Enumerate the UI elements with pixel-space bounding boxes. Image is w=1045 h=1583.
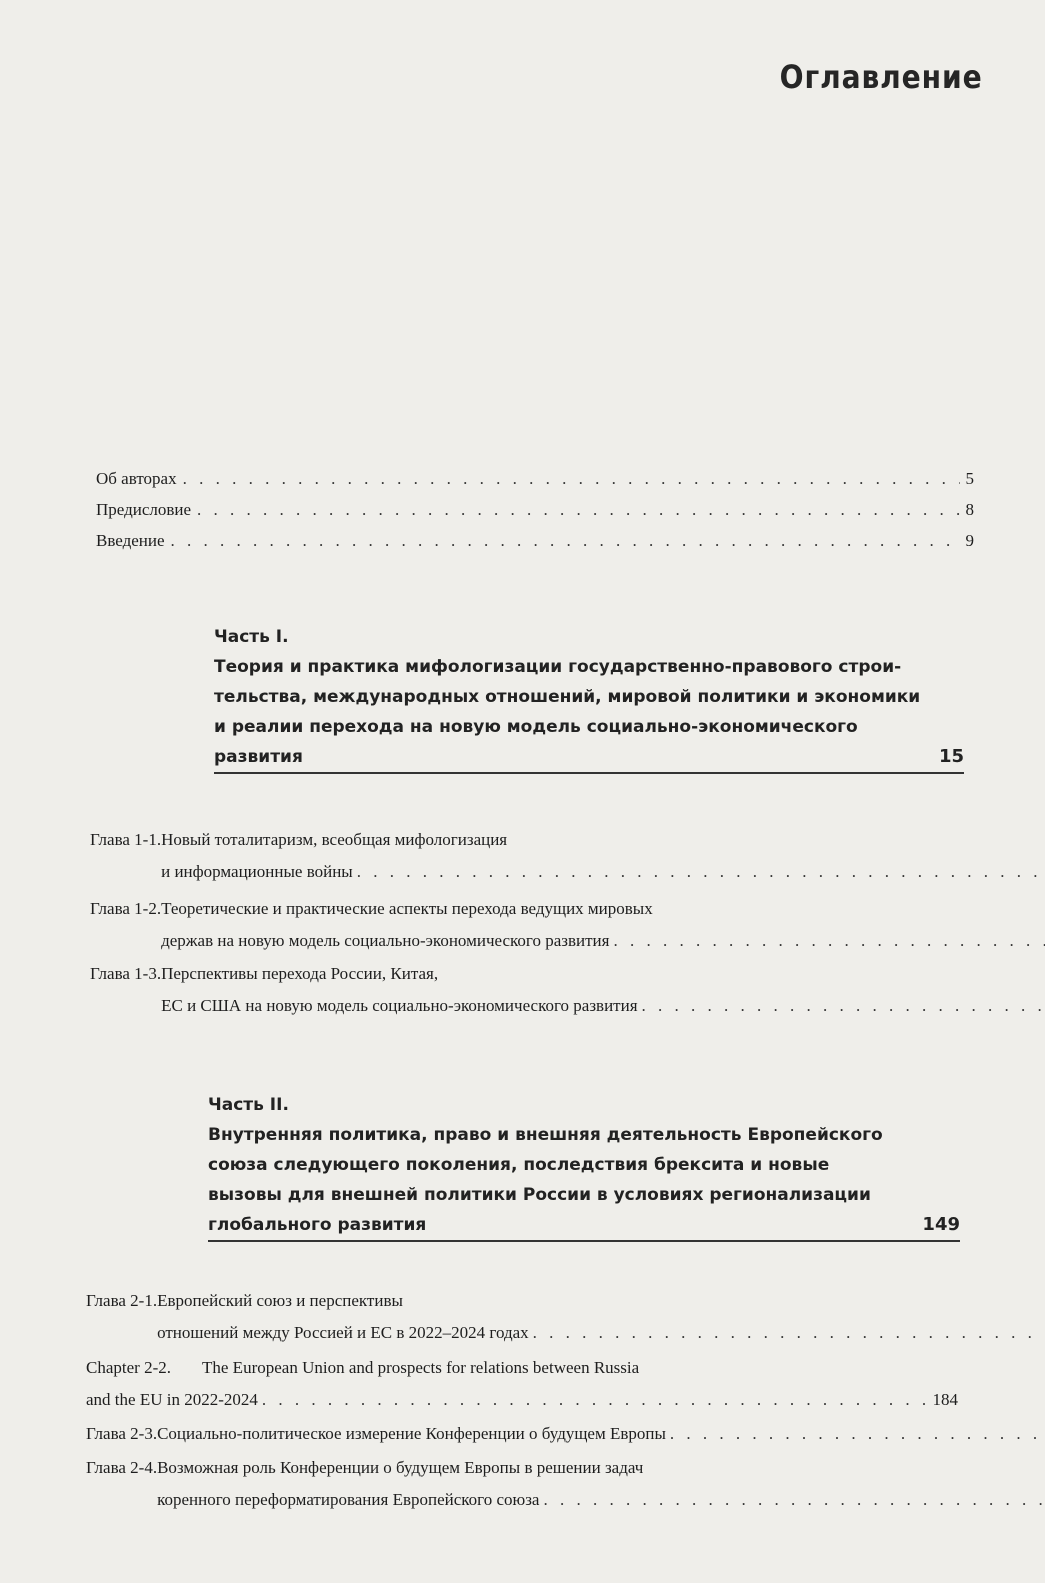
chapter-label: Глава 1-2.	[90, 899, 162, 918]
part-title-line: Теория и практика мифологизации государственно-правового строи-	[214, 657, 902, 677]
chapter-label: Глава 1-3.	[90, 964, 162, 983]
part-heading[interactable]	[214, 622, 964, 774]
page-number: 9	[965, 531, 974, 550]
chapter-title-line: Возможная роль Конференции о будущем Европы в решении задач	[157, 1458, 644, 1477]
chapter-title-line: Социально-политическое измерение Конференции о будущем Европы	[157, 1424, 666, 1443]
entry-label: Предисловие	[96, 500, 192, 519]
entry-label: Об авторах	[96, 469, 177, 488]
page-title: Оглавление	[780, 58, 983, 96]
part-label: Часть II.	[208, 1095, 289, 1115]
chapter-entry[interactable]	[86, 1418, 958, 1450]
entry-label: Введение	[96, 531, 165, 550]
chapter-entry[interactable]	[86, 1285, 958, 1349]
toc-entry[interactable]	[96, 463, 974, 495]
chapter-entry[interactable]	[90, 958, 963, 1022]
chapter-label: Глава 2-1.	[86, 1291, 158, 1310]
part-title-line: развития	[214, 747, 303, 767]
leader-dots	[543, 1484, 1045, 1516]
chapter-title-line: Новый тоталитаризм, всеобщая мифологизация	[161, 830, 508, 849]
chapter-label: Chapter 2-2.	[86, 1358, 171, 1377]
part-title	[214, 652, 964, 774]
chapter-title-line: держав на новую модель социально-экономического развития	[161, 931, 610, 950]
leader-dots	[171, 525, 960, 557]
chapter-title-line: ЕС и США на новую модель социально-экономического развития	[161, 996, 638, 1015]
chapter-title-line: Теоретические и практические аспекты перехода ведущих мировых	[161, 899, 653, 918]
part-title-line: союза следующего поколения, последствия брексита и новые	[208, 1155, 830, 1175]
part-page-number: 149	[922, 1214, 960, 1235]
leader-dots	[670, 1418, 1045, 1450]
part-label: Часть I.	[214, 627, 289, 647]
chapter-label: Глава 2-3.	[86, 1424, 158, 1443]
chapter-title-line: коренного переформатирования Европейского союза	[157, 1490, 540, 1509]
chapter-title-line: Перспективы перехода России, Китая,	[161, 964, 439, 983]
part-page-number: 15	[938, 746, 964, 767]
chapter-label: Глава 1-1.	[90, 830, 162, 849]
chapter-title-line: Европейский союз и перспективы	[157, 1291, 403, 1310]
page-number: 184	[932, 1390, 958, 1409]
toc-entry[interactable]	[96, 494, 974, 526]
part-title-line: вызовы для внешней политики России в условиях регионализации	[208, 1185, 871, 1205]
chapter-entry[interactable]	[90, 893, 965, 957]
part-title-line: Внутренняя политика, право и внешняя деятельность Европейского	[208, 1125, 883, 1145]
chapter-title-line: and the EU in 2022-2024	[86, 1390, 258, 1409]
page-number: 5	[965, 469, 974, 488]
leader-dots	[197, 494, 959, 526]
part-title-line: тельства, международных отношений, мировой политики и экономики	[214, 687, 921, 707]
chapter-entry[interactable]	[86, 1452, 958, 1516]
part-title-line: и реалии перехода на новую модель социально-экономического	[214, 717, 858, 737]
toc-entry[interactable]	[96, 525, 974, 557]
chapter-title-line: отношений между Россией и ЕС в 2022–2024 годах	[157, 1323, 529, 1342]
leader-dots	[613, 925, 1045, 957]
page-number: 8	[965, 500, 974, 519]
part-heading[interactable]	[208, 1090, 960, 1242]
chapter-entry[interactable]	[86, 1352, 958, 1416]
part-title-line: глобального развития	[208, 1215, 427, 1235]
chapter-entry[interactable]	[90, 824, 965, 888]
leader-dots	[262, 1384, 929, 1416]
chapter-label: Глава 2-4.	[86, 1458, 158, 1477]
leader-dots	[642, 990, 1045, 1022]
part-title	[208, 1120, 960, 1242]
leader-dots	[357, 856, 1045, 888]
chapter-title-line: The European Union and prospects for relations between Russia	[202, 1358, 640, 1377]
chapter-title-line: и информационные войны	[161, 862, 353, 881]
leader-dots	[533, 1317, 1045, 1349]
leader-dots	[183, 463, 960, 495]
